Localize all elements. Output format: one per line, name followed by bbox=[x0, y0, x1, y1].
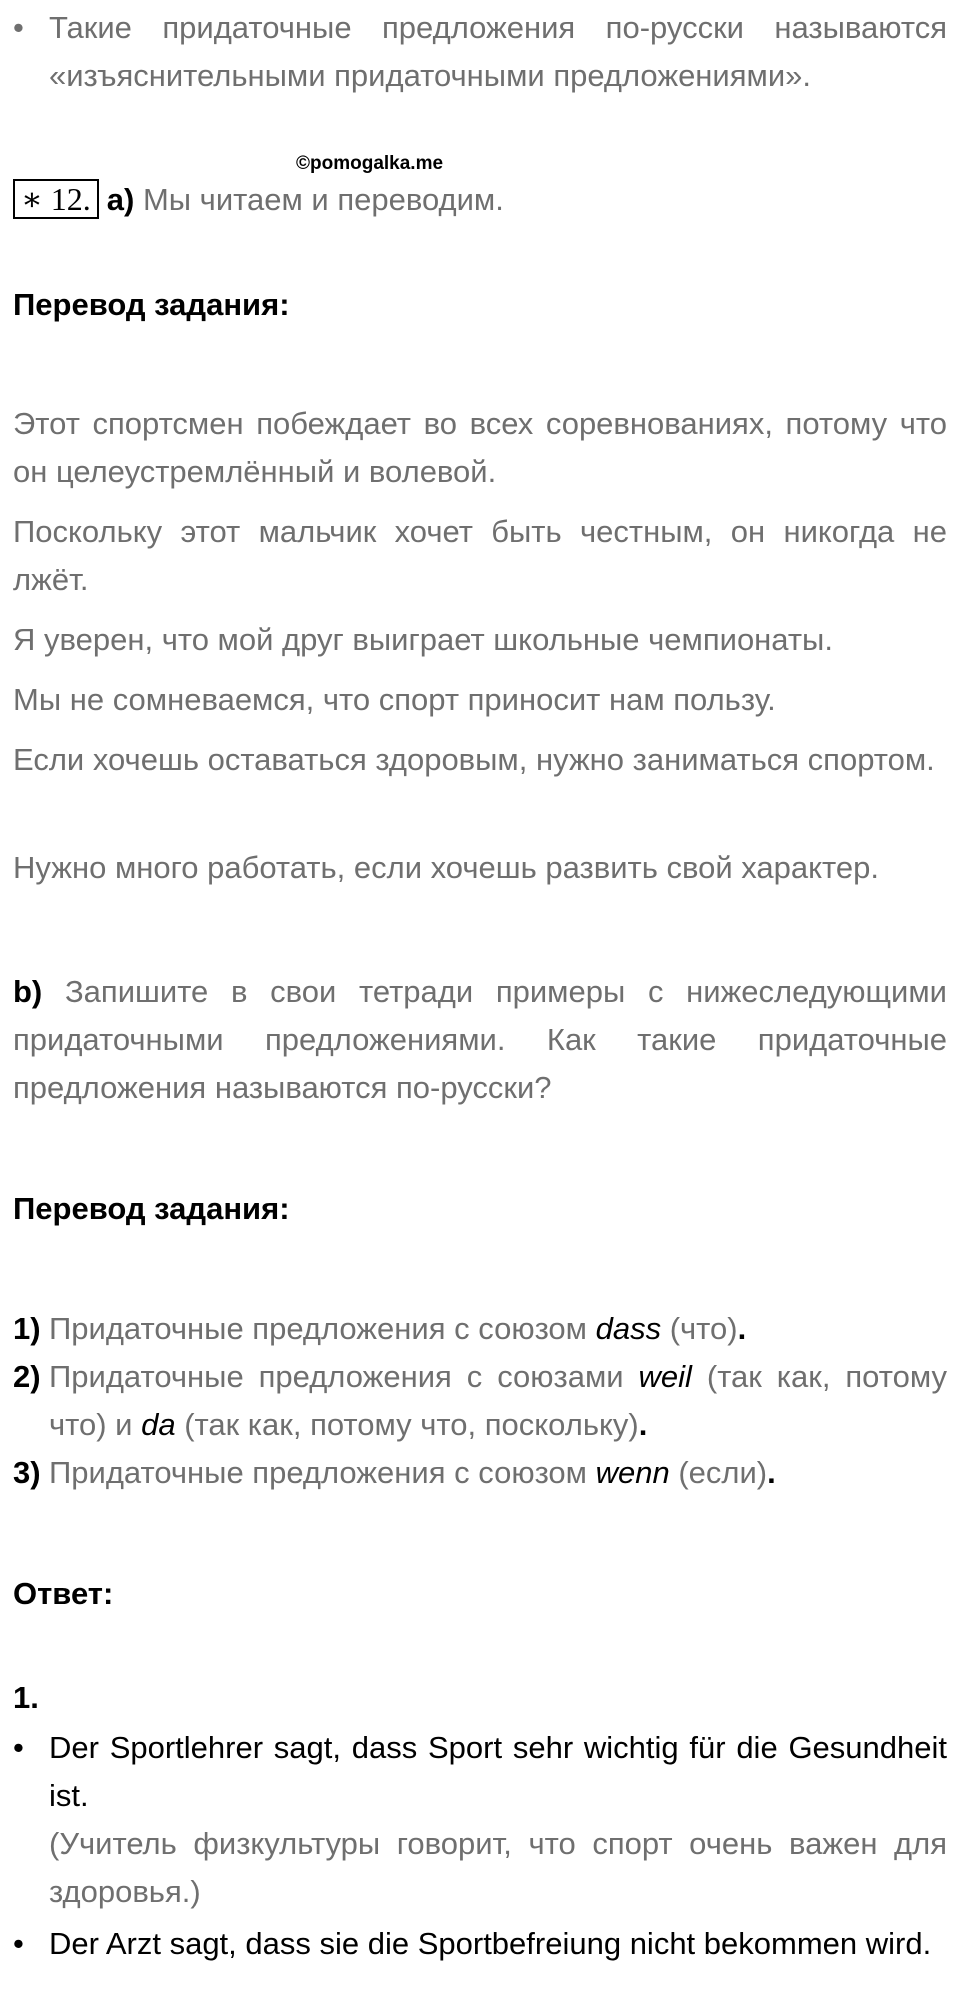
answer-item bbox=[13, 1920, 947, 1968]
translation-heading-2: Перевод задания: bbox=[13, 1191, 290, 1226]
intro-bullet-item bbox=[13, 4, 947, 100]
item-text: Придаточные предложения с союзом bbox=[49, 1455, 596, 1490]
item-end: . bbox=[638, 1407, 648, 1442]
part-b-text: Запишите в свои тетради примеры с нижеследующими придаточными предложениями. Как такие придаточные предложения называются по-русски? bbox=[13, 974, 947, 1105]
intro-bullet-text: Такие придаточные предложения по-русски называются «изъяснительными придаточными предложениями». bbox=[49, 10, 947, 93]
item-text: (что) bbox=[661, 1311, 738, 1346]
answer-number: 1. bbox=[13, 1680, 39, 1715]
translation-heading-1: Перевод задания: bbox=[13, 287, 290, 322]
conjunction: wenn bbox=[595, 1455, 670, 1490]
german-sentence: Der Arzt sagt, dass sie die Sportbefreiung nicht bekommen wird. bbox=[49, 1926, 932, 1961]
part-a-text: Мы читаем и переводим. bbox=[142, 182, 504, 217]
answer-heading: Ответ: bbox=[13, 1576, 114, 1611]
item-end: . bbox=[767, 1455, 776, 1490]
item-text: Придаточные предложения с союзами bbox=[49, 1359, 639, 1394]
numbered-item bbox=[13, 1305, 947, 1353]
item-number: 2) bbox=[13, 1359, 41, 1394]
item-text: (так как, потому что, поскольку) bbox=[175, 1407, 639, 1442]
part-b-label: b) bbox=[13, 974, 43, 1009]
item-number: 1) bbox=[13, 1311, 41, 1346]
conjunction: dass bbox=[595, 1311, 662, 1346]
bullet-icon: • bbox=[13, 1730, 24, 1765]
part-a-label: a) bbox=[106, 182, 135, 217]
translated-sentence: Поскольку этот мальчик хочет быть честным, он никогда не лжёт. bbox=[13, 514, 947, 597]
german-sentence: Der Sportlehrer sagt, dass Sport sehr wichtig für die Gesundheit ist. bbox=[49, 1730, 947, 1813]
item-text: Придаточные предложения с союзом bbox=[49, 1311, 596, 1346]
watermark: ©pomogalka.me bbox=[296, 153, 444, 174]
translated-sentence: Мы не сомневаемся, что спорт приносит нам пользу. bbox=[13, 682, 776, 717]
translated-sentence: Нужно много работать, если хочешь развить свой характер. bbox=[13, 850, 879, 885]
translated-sentence: Если хочешь оставаться здоровым, нужно заниматься спортом. bbox=[13, 742, 935, 777]
translated-sentence: Я уверен, что мой друг выиграет школьные чемпионаты. bbox=[13, 622, 833, 657]
task-12-header bbox=[13, 176, 947, 224]
translated-sentence: Этот спортсмен побеждает во всех соревнованиях, потому что он целеустремлённый и волевой. bbox=[13, 406, 947, 489]
item-number: 3) bbox=[13, 1455, 41, 1490]
item-end: . bbox=[737, 1311, 747, 1346]
conjunction: weil bbox=[638, 1359, 692, 1394]
russian-translation: (Учитель физкультуры говорит, что спорт очень важен для здоровья.) bbox=[49, 1826, 947, 1909]
item-text: (если) bbox=[669, 1455, 768, 1490]
item-text: (так как, потому что) и bbox=[49, 1359, 947, 1442]
bullet-icon: • bbox=[13, 10, 24, 45]
task-number-box: ∗ 12. bbox=[13, 179, 99, 219]
part-b-paragraph bbox=[13, 968, 947, 1112]
answer-item bbox=[13, 1724, 947, 1916]
bullet-icon: • bbox=[13, 1926, 24, 1961]
numbered-item bbox=[13, 1353, 947, 1449]
conjunction: da bbox=[141, 1407, 176, 1442]
numbered-item bbox=[13, 1449, 947, 1497]
